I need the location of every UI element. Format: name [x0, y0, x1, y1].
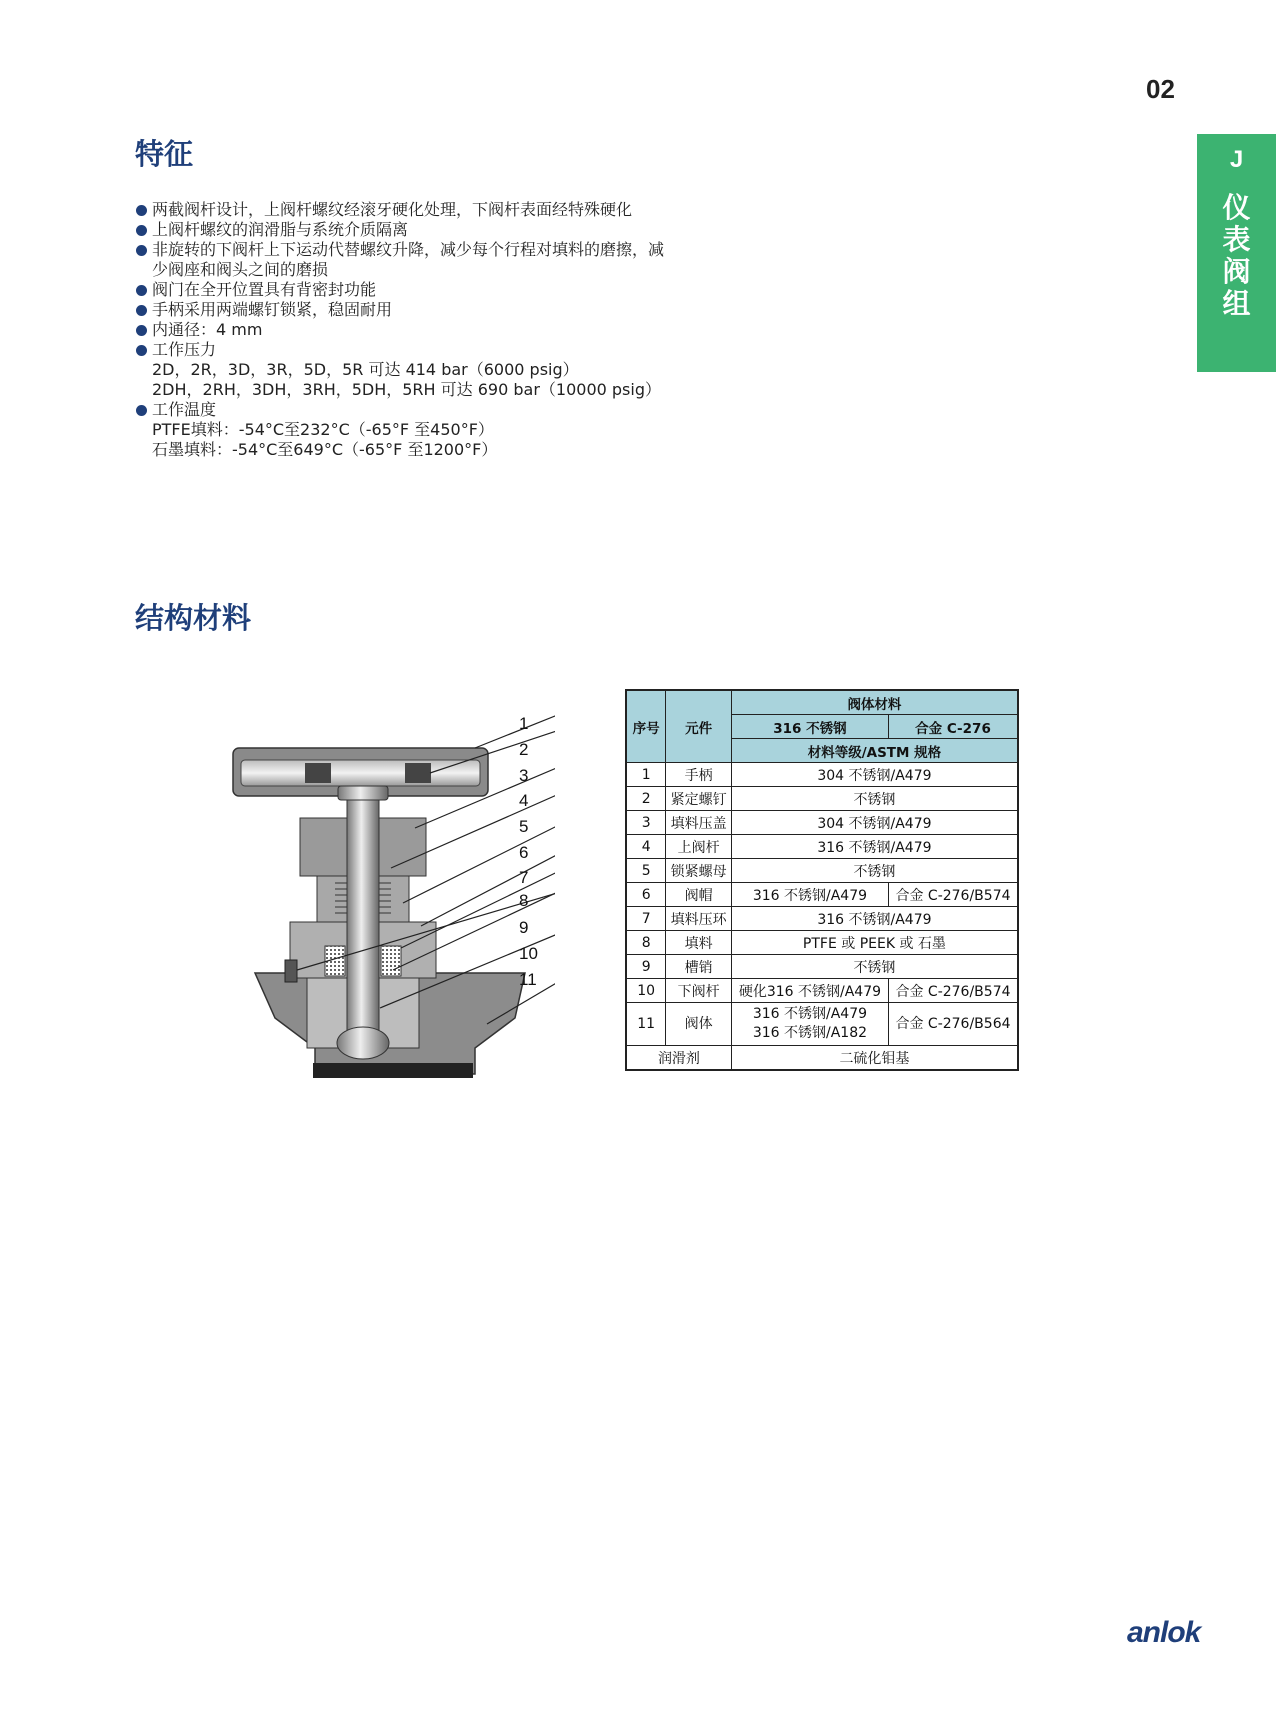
feature-item: 两截阀杆设计，上阀杆螺纹经滚牙硬化处理，下阀杆表面经特殊硬化: [135, 200, 735, 220]
table-row: 11 阀体 316 不锈钢/A479 316 不锈钢/A182 合金 C-276/B564: [626, 1003, 1018, 1046]
header-body-material: 阀体材料: [731, 690, 1018, 715]
feature-item: 上阀杆螺纹的润滑脂与系统介质隔离: [135, 220, 735, 240]
brand-logo: anlok: [1127, 1616, 1201, 1649]
section-tab-letter: J: [1229, 146, 1244, 173]
header-part: 元件: [666, 690, 732, 763]
table-row: 3 填料压盖 304 不锈钢/A479: [626, 811, 1018, 835]
features-title: 特征: [135, 137, 194, 171]
table-row: 10 下阀杆 硬化316 不锈钢/A479 合金 C-276/B574: [626, 979, 1018, 1003]
feature-item: 非旋转的下阀杆上下运动代替螺纹升降，减少每个行程对填料的磨擦，减 少阀座和阀头之间的磨损: [135, 240, 735, 280]
callout-number: 8: [519, 891, 529, 910]
feature-item: 内通径：4 mm: [135, 320, 735, 340]
callout-number: 3: [519, 766, 529, 785]
table-row: 8 填料 PTFE 或 PEEK 或 石墨: [626, 931, 1018, 955]
section-tab-text: 仪 表 阀 组: [1222, 191, 1251, 320]
page-number: 02: [1146, 74, 1175, 104]
callout-number: 7: [519, 868, 529, 887]
table-row: 9 槽销 不锈钢: [626, 955, 1018, 979]
table-row: 1 手柄 304 不锈钢/A479: [626, 763, 1018, 787]
table-row-lubricant: 润滑剂 二硫化钼基: [626, 1046, 1018, 1071]
materials-table: [625, 689, 1019, 1071]
feature-item: 工作温度 PTFE填料：-54°C至232°C（-65°F 至450°F） 石墨填料：-54°C至649°C（-65°F 至1200°F）: [135, 400, 735, 460]
materials-title: 结构材料: [135, 601, 252, 635]
header-grade: 材料等级/ASTM 规格: [731, 739, 1018, 763]
callout-number: 5: [519, 817, 529, 836]
header-316: 316 不锈钢: [731, 715, 888, 739]
valve-cross-section-diagram: [225, 708, 555, 1078]
features-list: [135, 200, 735, 460]
header-no: 序号: [626, 690, 666, 763]
feature-item: 手柄采用两端螺钉锁紧，稳固耐用: [135, 300, 735, 320]
callout-number: 4: [519, 791, 529, 810]
section-tab[interactable]: [1197, 134, 1276, 372]
table-row: 6 阀帽 316 不锈钢/A479 合金 C-276/B574: [626, 883, 1018, 907]
callout-number: 1: [519, 714, 529, 733]
callout-number: 10: [519, 944, 538, 963]
callout-number: 9: [519, 918, 529, 937]
callout-number: 6: [519, 843, 529, 862]
feature-item: 阀门在全开位置具有背密封功能: [135, 280, 735, 300]
feature-item: 工作压力 2D，2R，3D，3R，5D，5R 可达 414 bar（6000 psig） 2DH，2RH，3DH，3RH，5DH，5RH 可达 690 bar（10000 psig）: [135, 340, 735, 400]
header-c276: 合金 C-276: [889, 715, 1019, 739]
table-row: 2 紧定螺钉 不锈钢: [626, 787, 1018, 811]
callout-number: 11: [519, 970, 537, 989]
table-row: 4 上阀杆 316 不锈钢/A479: [626, 835, 1018, 859]
table-row: 7 填料压环 316 不锈钢/A479: [626, 907, 1018, 931]
table-row: 5 锁紧螺母 不锈钢: [626, 859, 1018, 883]
callout-number: 2: [519, 740, 529, 759]
